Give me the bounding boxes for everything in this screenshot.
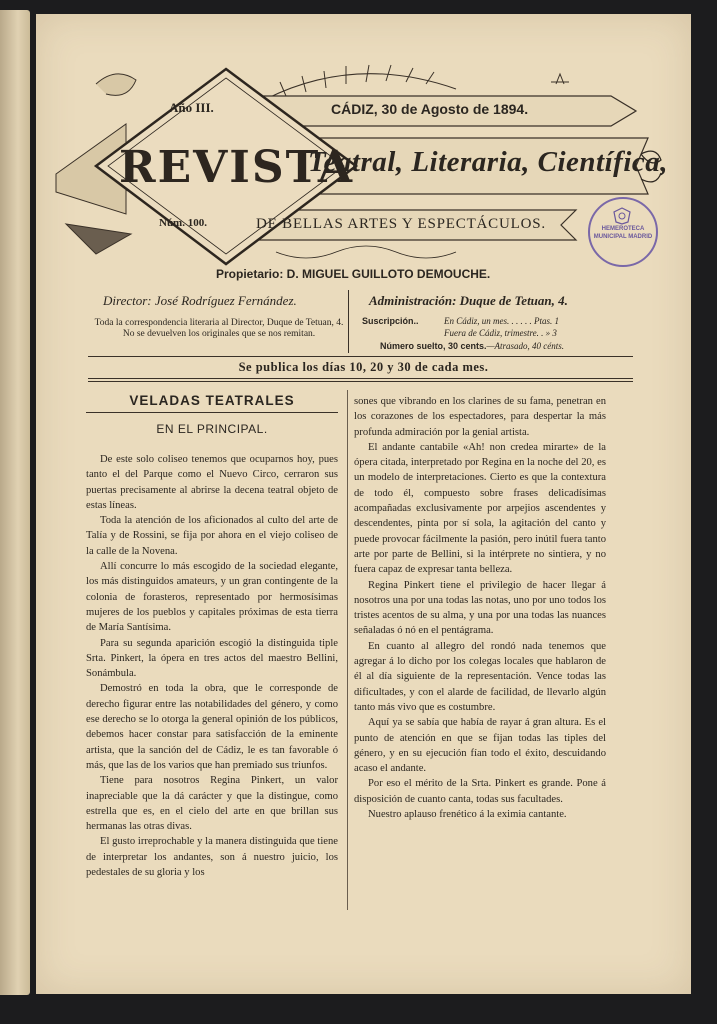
issue-date: CÁDIZ, 30 de Agosto de 1894. (331, 101, 529, 117)
paragraph: Allí concurre lo más escogido de la sociedad elegante, los más distinguidos amateurs, y un gran contingente de la colonia de forasteros, representado por hermosísimas mujeres de los pueblos y capitales próximas de esta tierra de María Santísima. (86, 561, 338, 634)
paragraph: De este solo coliseo tenemos que ocuparnos hoy, pues tanto el del Parque como el Nuevo Circo, cerraron sus puertas precisamente al abrirse la decena teatral objeto de estas líneas. (86, 454, 338, 511)
subscription-label: Suscripción.. (362, 316, 419, 326)
article-column-1 (86, 452, 338, 880)
subscription-rates (444, 315, 559, 339)
single-issue-label: Número suelto, 30 cents. (380, 341, 487, 351)
back-issue-price: —Atrasado, 40 cénts. (486, 341, 565, 351)
paragraph: Toda la atención de los aficionados al culto del arte de Talía y de Rossini, se fija por ahora en el viejo coliseo de la calle de la Novena. (86, 515, 338, 557)
previous-page-edge (0, 10, 30, 995)
paragraph: En cuanto al allegro del rondó nada tenemos que agregar á lo dicho por los colegas locales que hablaron de él al día siguiente de la representación. Vence todas las dificultades, y con el alarde de facilidad, de llevarlo algún tanto más vivo que es costumbre. (354, 640, 606, 713)
paragraph: El andante cantabile «Ah! non credea mirarte» de la ópera citada, interpretado por Regina en la noche del 20, es un modelo de interpretaciones. Cierto es que la contextura de todo él, compuesto sobre frases delicadísimas acompañadas exclusivamente por arpejios ascendentes y descendentes, pinta por sí sola, la agitación del canto y puede provocar fácilmente la pasión, pero inútil fuera tanto arte por parte de Bellini, si la intérprete no sintiera, y no fuera capaz de expresar tanta belleza. (354, 441, 606, 576)
subscription-block (362, 315, 592, 338)
paragraph: Por eso el mérito de la Srta. Pinkert es grande. Pone á disposición de cuanto canta, todas sus facultades. (354, 778, 606, 805)
crest-icon (612, 207, 632, 225)
heading-rule (86, 412, 338, 413)
newspaper-page (36, 14, 691, 994)
subscription-rate-outside: Fuera de Cádiz, trimestre. . » 3 (444, 328, 557, 338)
issue-number: Núm. 100. (159, 217, 207, 229)
stamp-text: HEMEROTECA MUNICIPAL MADRID (593, 226, 653, 240)
article-heading: VELADAS TEATRALES (129, 393, 295, 408)
paragraph: El gusto irreprochable y la manera distinguida que tiene de interpretar los andantes, son á nuestro juicio, los pedestales de su gloria y los (86, 836, 338, 879)
director-note (94, 318, 344, 340)
masthead (36, 14, 691, 294)
director-note-line-1: Toda la correspondencia literaria al Director, Duque de Tetuan, 4. (94, 318, 344, 328)
library-stamp-icon (588, 197, 658, 267)
paragraph: Regina Pinkert tiene el privilegio de hacer llegar á nosotros una por una todas las notas, uno por uno todos los tristes acentos de su alma, y una por una todas las nuances señaladas ó nó en el pentágrama. (354, 579, 606, 637)
paragraph: sones que vibrando en los clarines de su fama, penetran en los corazones de los espectadores, para despertar la más profunda admiración por la genial artista. (354, 396, 606, 438)
masthead-title: REVISTA (119, 142, 355, 193)
article-subheading: EN EL PRINCIPAL. (156, 422, 268, 436)
rule-bottom-2 (88, 381, 633, 382)
info-divider (348, 290, 349, 353)
year-label: Año III. (169, 100, 214, 115)
director-note-line-2: No se devuelven los originales que se nos remitan. (122, 329, 316, 339)
article-column-2 (354, 394, 606, 822)
paragraph: Nuestro aplauso frenético á la eximia cantante. (368, 809, 567, 821)
paragraph: Aquí ya se sabía que había de rayar á gran altura. Es el punto de atención en que se fijan todas las tiples del género, y en su ejecución fían todo el éxito, descuidando acaso el andante. (354, 717, 606, 775)
single-issue-price (380, 341, 564, 351)
administration-line: Administración: Duque de Tetuan, 4. (369, 293, 568, 308)
paragraph: Demostró en toda la obra, que le corresponde de derecho figurar entre las notabilidades del género, y como ese derecho se lo otorga la general opinión de los públicos, debemos hacer constar para satisfacción de la eminente artista, que la sanción del de Cádiz, le es tan favorable ó más, que las de los varios que han premiado sus triunfos. (86, 683, 338, 771)
column-divider (347, 390, 348, 910)
rule-bottom-1 (88, 378, 633, 379)
director-line: Director: José Rodríguez Fernández. (103, 293, 297, 308)
paragraph: Para su segunda aparición escogió la distinguida tiple Srta. Pinkert, la ópera en tres actos del maestro Bellini, Sonámbula. (86, 637, 338, 680)
subscription-rate-local: En Cádiz, un mes. . . . . . Ptas. 1 (444, 316, 560, 326)
paragraph: Tiene para nosotros Regina Pinkert, un valor inapreciable que la dá carácter y que la distingue, como estrella que es, en el cielo del arte en que brillan sus hermanas las otras divas. (86, 775, 338, 833)
masthead-subtitle: Teatral, Literaria, Científica, (308, 146, 669, 178)
rule-top (88, 356, 633, 357)
masthead-subtitle-2: DE BELLAS ARTES Y ESPECTÁCULOS. (256, 216, 546, 232)
publication-note: Se publica los días 10, 20 y 30 de cada mes. (238, 360, 489, 374)
owner-line: Propietario: D. MIGUEL GUILLOTO DEMOUCHE. (216, 267, 491, 281)
